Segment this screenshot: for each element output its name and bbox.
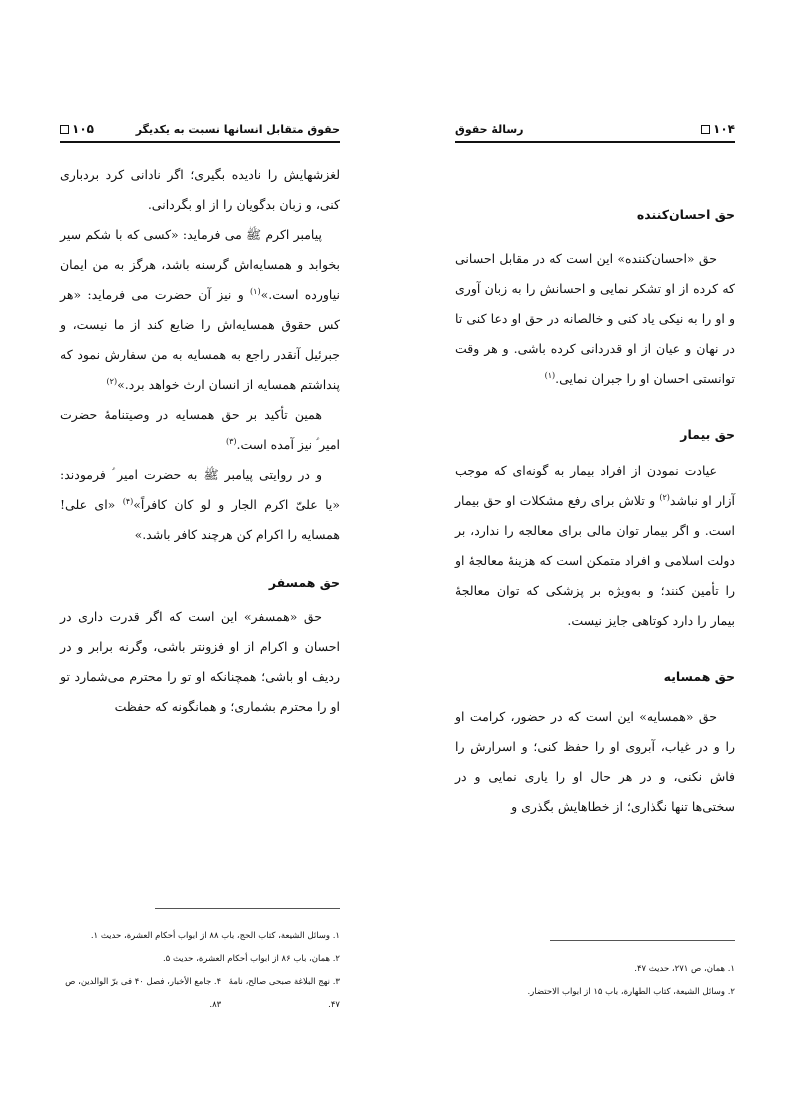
paragraph: و در روایتی پیامبر ﷺ به حضرت امیر ؑ فرمودند: «یا علیّ اکرم الجار و لو کان کافراً»$^{(۴)}$ «ای علی! همسایه را اکرام کن هرچند کافر باشد.»: [60, 467, 341, 542]
footnotes: [455, 958, 735, 1004]
paragraph: حق «همسایه» این است که در حضور، کرامت او را و در غیاب، آبروی او را حفظ کنی؛ و اسرارش را فاش نکنی، و در هر حال او را یاری نمایی و در سختی‌ها تنها نگذاری؛ از خطاهایش بگذری و: [455, 709, 735, 814]
footnote: ۲. وسائل الشیعة، کتاب الطهارة، باب ۱۵ از ابواب الاحتضار.: [527, 987, 735, 997]
page-body: [455, 200, 735, 822]
page-marker-icon: [60, 125, 69, 134]
page-number: ۱۰۴: [701, 122, 735, 136]
running-head-title: رسالهٔ حقوق: [455, 123, 524, 136]
footnote-ref: (۱): [544, 370, 556, 380]
section-heading: حق بیمار: [680, 427, 735, 442]
page-number: ۱۰۵: [60, 122, 94, 136]
footnote: ۳. نهج البلاغة صبحی صالح، نامهٔ ۴۷.: [228, 977, 340, 1010]
footnote: ۲. همان، باب ۸۶ از ابواب أحکام العشرة، حدیث ۵.: [162, 954, 340, 964]
right-page: [455, 0, 735, 1100]
page-marker-icon: [701, 125, 710, 134]
section-heading: حق همسایه: [663, 669, 735, 684]
paragraph: همین تأکید بر حق همسایه در وصیتنامهٔ حضرت امیر ؑ نیز آمده است.$^{(۳)}$: [60, 407, 340, 452]
section-heading: حق همسفر: [268, 575, 340, 590]
footnote-rule: [155, 908, 340, 909]
footnote-ref: (۱): [250, 286, 261, 296]
footnote-row: [60, 971, 340, 1017]
running-head: [455, 118, 735, 136]
footnote-ref: (۳): [225, 436, 237, 446]
header-rule: [60, 141, 340, 143]
footnote-ref: (۴): [122, 496, 134, 506]
paragraph: لغزشهایش را نادیده بگیری؛ اگر نادانی کرد بردباری کنی، و زبان بدگویان را از او بگردانی.: [60, 167, 340, 212]
page-body: [60, 160, 340, 722]
left-page: [60, 0, 340, 1100]
paragraph: حق «احسان‌کننده» این است که در مقابل احسانی که کرده از او تشکر نمایی و احسانش را به زبان آوری و او را به نیکی یاد کنی و خالصانه در حق او دعا کنی تا در نهان و عیان از او قدردانی کرده باشی. و هر وقت توانستی احسان او را جبران نمایی.$^{(۱)}$: [455, 251, 735, 386]
paragraph: حق «همسفر» این است که اگر قدرت داری در احسان و اکرام از او فزونتر باشی، وگرنه برابر و در ردیف او باشی؛ همچنانکه او تو را محترم می‌شمارد تو او را محترم بشماری؛ و همانگونه که حفظت: [60, 609, 340, 714]
footnote-ref: (۲): [659, 492, 670, 502]
section-heading: حق احسان‌کننده: [636, 207, 735, 222]
footnote-rule: [550, 940, 735, 941]
paragraph: عیادت نمودن از افراد بیمار به گونه‌ای که موجب آزار او نباشد$^{(۲)}$ و تلاش برای رفع مشکلات او حق بیمار است. و اگر بیمار توان مالی برای معالجه را ندارد، بر دولت اسلامی و افراد متمکن است که هزینهٔ معالجهٔ او را تأمین کنند؛ و به‌ویژه بر پزشکی که توان معالجهٔ بیمار را دارد کوتاهی جایز نیست.: [455, 463, 735, 628]
running-head: [60, 118, 340, 136]
footnote: ۱. وسائل الشیعة، کتاب الحج، باب ۸۸ از ابواب أحکام العشرة، حدیث ۱.: [90, 931, 340, 941]
paragraph: پیامبر اکرم ﷺ می فرماید: «کسی که با شکم سیر بخوابد و همسایه‌اش گرسنه باشد، هرگز به من ایمان نیاورده است.»$^{(۱)}$ و نیز آن حضرت می فرماید: «هر کس حقوق همسایه‌اش را ضایع کند از ما نیست، و جبرئیل آنقدر راجع به همسایه به من سفارش نمود که پنداشتم همسایه از انسان ارث خواهد برد.»$^{(۲)}$: [60, 227, 340, 392]
footnote-ref: (۲): [106, 376, 118, 386]
running-head-title: حقوق متقابل انسانها نسبت به یکدیگر: [135, 123, 340, 136]
footnote: ۱. همان، ص ۲۷۱، حدیث ۴۷.: [634, 964, 735, 974]
footnote: ۴. جامع الأخبار، فصل ۴۰ فی برّ الوالدین، ص ۸۳.: [65, 977, 222, 1010]
header-rule: [455, 141, 735, 143]
footnotes: [60, 925, 340, 1017]
